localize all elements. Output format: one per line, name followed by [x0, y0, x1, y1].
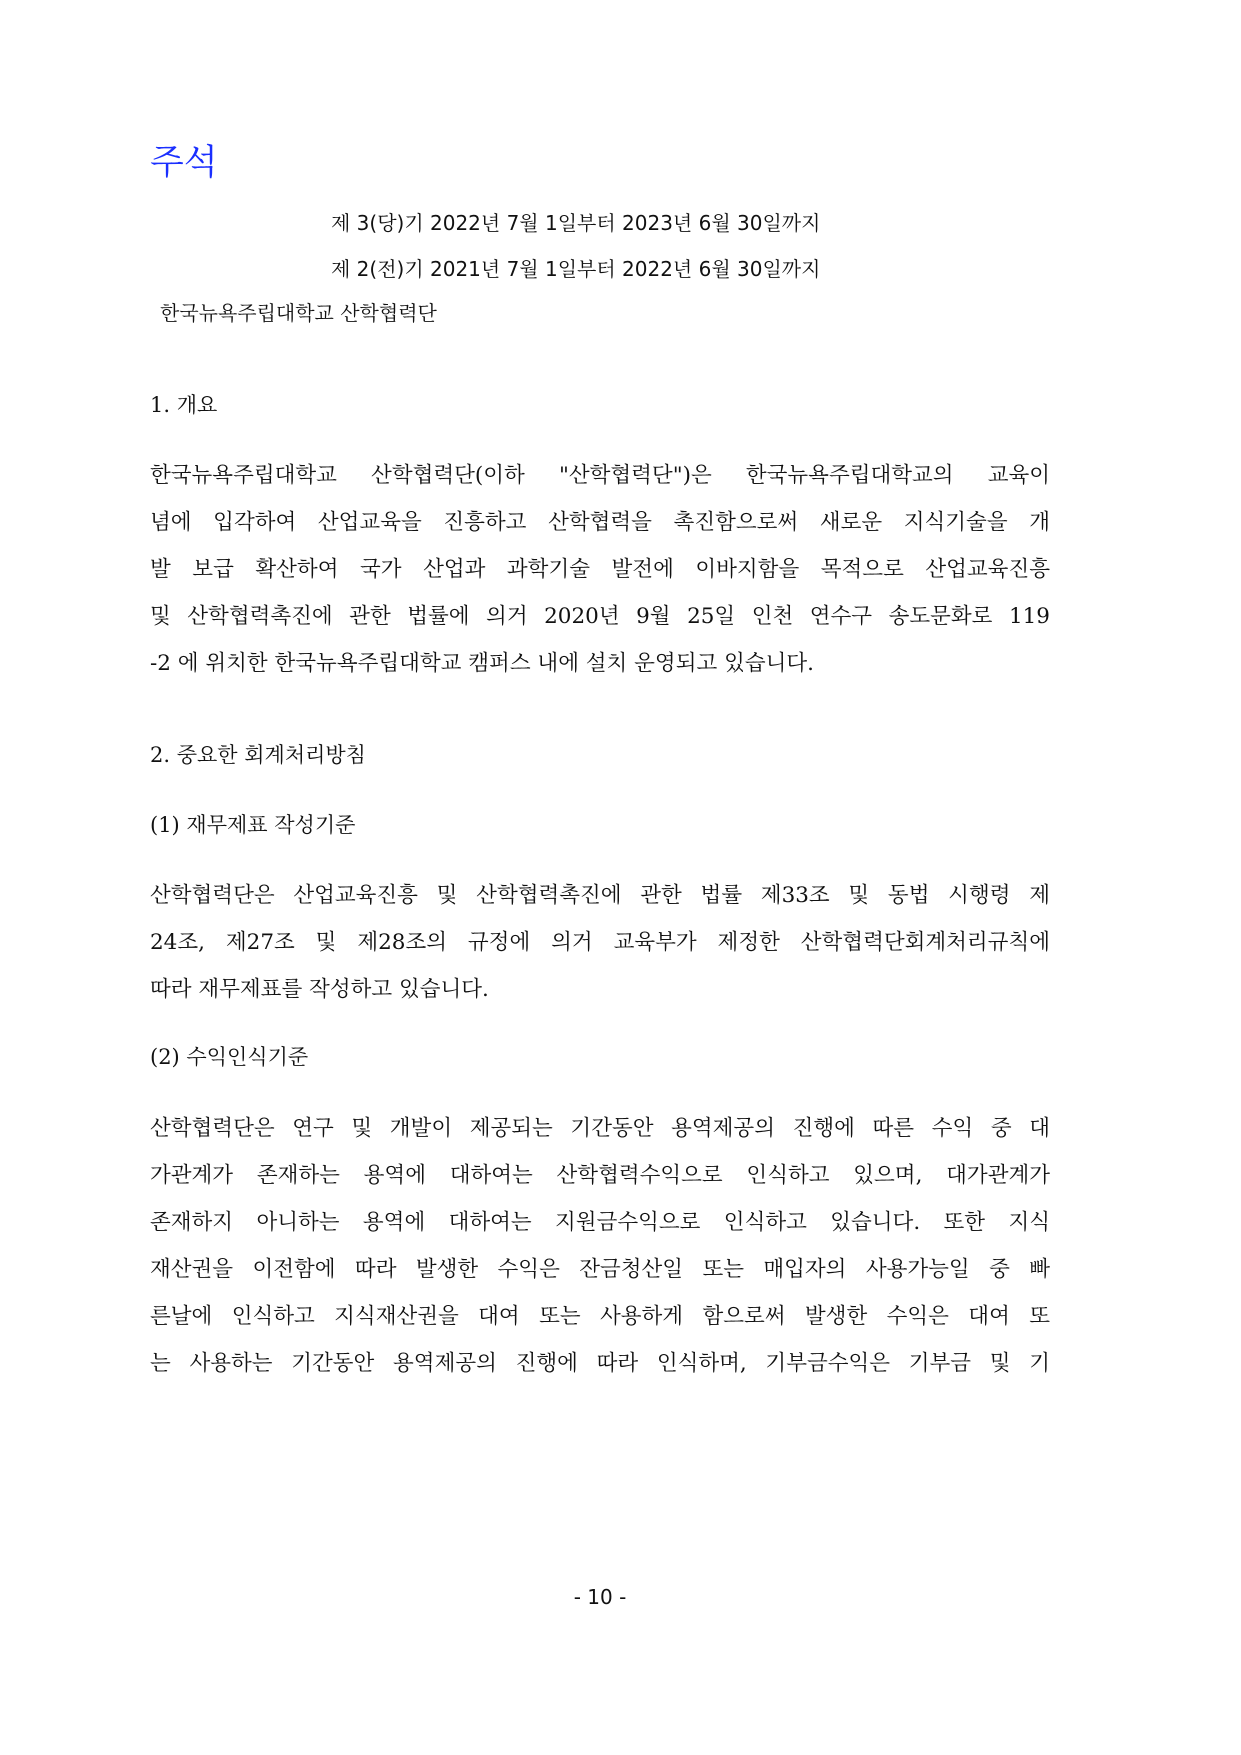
paragraph-line: 는 사용하는 기간동안 용역제공의 진행에 따라 인식하며, 기부금수익은 기부금 및 기 — [150, 1351, 1050, 1376]
paragraph-line: 24조, 제27조 및 제28조의 규정에 의거 교육부가 제정한 산학협력단회계처리규칙에 — [150, 930, 1050, 955]
section-heading-accounting-policies: 2. 중요한 회계처리방침 — [150, 743, 366, 767]
fiscal-period-current: 제 3(당)기 2022년 7월 1일부터 2023년 6월 30일까지 — [331, 211, 821, 235]
paragraph-line: 존재하지 아니하는 용역에 대하여는 지원금수익으로 인식하고 있습니다. 또한 지식 — [150, 1210, 1050, 1235]
page-number: - 10 - — [573, 1585, 627, 1609]
paragraph-line: 발 보급 확산하여 국가 산업과 과학기술 발전에 이바지함을 목적으로 산업교육진흥 — [150, 557, 1050, 582]
subsection-heading-basis: (1) 재무제표 작성기준 — [150, 813, 356, 837]
paragraph-line: 산학협력단은 연구 및 개발이 제공되는 기간동안 용역제공의 진행에 따른 수익 중 대 — [150, 1116, 1050, 1141]
subsection-heading-revenue: (2) 수익인식기준 — [150, 1045, 309, 1069]
fiscal-period-prior: 제 2(전)기 2021년 7월 1일부터 2022년 6월 30일까지 — [331, 257, 821, 281]
paragraph-line: 산학협력단은 산업교육진흥 및 산학협력촉진에 관한 법률 제33조 및 동법 시행령 제 — [150, 883, 1050, 908]
overview-paragraph — [150, 452, 1050, 687]
paragraph-line: 따라 재무제표를 작성하고 있습니다. — [150, 977, 489, 1002]
paragraph-line: 가관계가 존재하는 용역에 대하여는 산학협력수익으로 인식하고 있으며, 대가관계가 — [150, 1163, 1050, 1188]
section-heading-overview: 1. 개요 — [150, 393, 218, 417]
organization-name: 한국뉴욕주립대학교 산학협력단 — [160, 301, 437, 325]
paragraph-line: 른날에 인식하고 지식재산권을 대여 또는 사용하게 함으로써 발생한 수익은 대여 또 — [150, 1304, 1050, 1329]
revenue-paragraph — [150, 1105, 1050, 1387]
paragraph-line: -2 에 위치한 한국뉴욕주립대학교 캠퍼스 내에 설치 운영되고 있습니다. — [150, 651, 814, 676]
basis-paragraph — [150, 872, 1050, 1013]
paragraph-line: 재산권을 이전함에 따라 발생한 수익은 잔금청산일 또는 매입자의 사용가능일 중 빠 — [150, 1257, 1050, 1282]
paragraph-line: 및 산학협력촉진에 관한 법률에 의거 2020년 9월 25일 인천 연수구 송도문화로 119 — [150, 604, 1050, 629]
paragraph-line: 념에 입각하여 산업교육을 진흥하고 산학협력을 촉진함으로써 새로운 지식기술을 개 — [150, 510, 1050, 535]
page-title: 주석 — [150, 143, 218, 183]
paragraph-line: 한국뉴욕주립대학교 산학협력단(이하 "산학협력단")은 한국뉴욕주립대학교의 교육이 — [150, 463, 1050, 488]
